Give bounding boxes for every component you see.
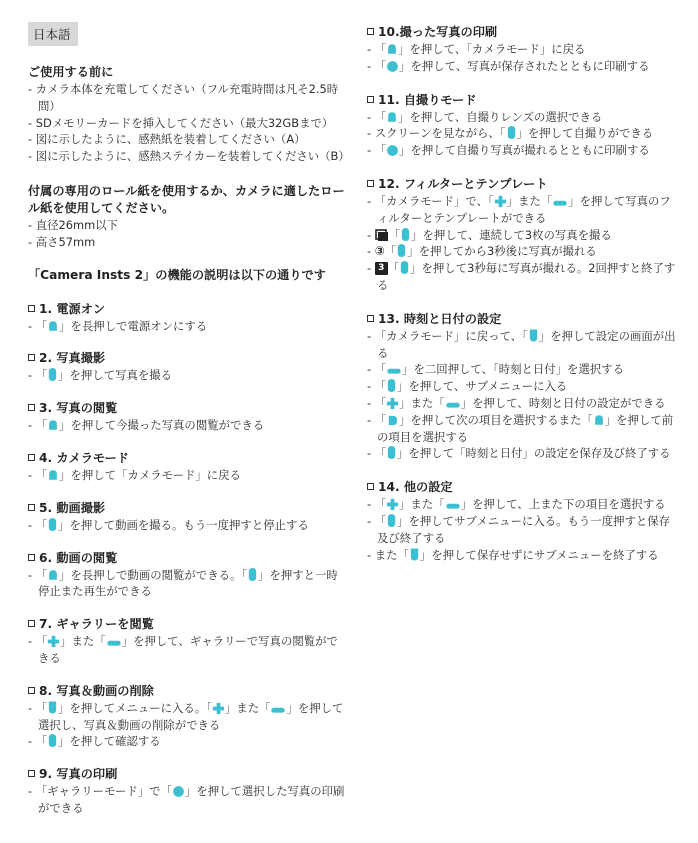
checkbox-icon xyxy=(28,504,35,511)
pill-button-icon xyxy=(270,705,286,715)
section-gallery xyxy=(28,616,348,667)
intro-item: - 図に示したように、感熱紙を装着してください（A） xyxy=(28,132,306,147)
list-item: - 「 」また「 」を押して、ギャラリーで写真の閲覧ができる xyxy=(28,634,338,665)
dpad-button-icon xyxy=(386,397,399,410)
top-button-icon xyxy=(386,42,398,56)
section-selfie xyxy=(367,92,679,159)
list-item: - 「 」を押して、連続して3枚の写真を撮る xyxy=(367,227,612,242)
section-photo-view xyxy=(28,400,348,434)
section-title: 5. 動画撮影 xyxy=(39,500,106,515)
dpad-button-icon xyxy=(47,635,60,648)
section-title: 9. 写真の印刷 xyxy=(39,767,118,782)
shutter-button-icon xyxy=(386,445,397,460)
checkbox-icon xyxy=(367,28,374,35)
list-item: - 「 」また「 」を押して、上また下の項目を選択する xyxy=(367,497,666,512)
list-item: - 「ギャラリーモード」で「 」を押して選択した写真の印刷ができる xyxy=(28,784,345,815)
section-title: 3. 写真の閲覧 xyxy=(39,401,118,416)
section-video xyxy=(28,500,348,534)
list-item: - 「 」を押して、自撮りレンズの選択できる xyxy=(367,109,603,124)
list-item: - 「 」を押して、写真が保存されたとともに印刷する xyxy=(367,58,650,73)
top-button-icon xyxy=(47,468,59,482)
checkbox-icon xyxy=(367,180,374,187)
top-button-icon xyxy=(593,413,605,427)
paper-section xyxy=(28,183,348,251)
section-title: 6. 動画の閲覧 xyxy=(39,550,118,565)
section-title: 1. 電源オン xyxy=(39,301,106,316)
section-print xyxy=(28,766,348,817)
paper-title: 付属の専用のロール紙を使用するか、カメラに適したロール紙を使用してください。 xyxy=(28,183,345,215)
list-item: - 「カメラモード」で、「 」また「 」を押して写真のフィルターとテンプレートができる xyxy=(367,193,671,225)
shutter-button-icon xyxy=(399,260,410,275)
menu-button-icon xyxy=(409,547,420,562)
list-item: - 「 」を押してメニューに入る。「 」また「 」を押して選択し、写真＆動画の削除ができる xyxy=(28,700,344,732)
checkbox-icon xyxy=(28,770,35,777)
section-camera-mode xyxy=(28,450,348,484)
top-button-icon xyxy=(47,418,59,432)
list-item: - 「カメラモード」に戻って、「 」を押して設定の画面が出る xyxy=(367,328,676,360)
list-item: - 「 」を押して「カメラモード」に戻る xyxy=(28,467,241,482)
list-item: - 「 」を押して今撮った写真の閲覧ができる xyxy=(28,418,265,433)
section-title: 13. 時刻と日付の設定 xyxy=(378,311,502,326)
section-video-view xyxy=(28,550,348,601)
list-item: - ③「 」を押してから3秒後に写真が撮れる xyxy=(367,244,597,259)
functions-intro: 「Camera Insts 2」の機能の説明は以下の通りです xyxy=(28,267,326,282)
shutter-button-icon xyxy=(400,227,411,242)
list-item: - 「 」を押して、「カメラモード」に戻る xyxy=(367,42,586,56)
section-delete xyxy=(28,683,348,750)
section-title: 14. 他の設定 xyxy=(378,480,453,495)
shutter-button-icon xyxy=(47,517,58,532)
section-photo xyxy=(28,350,348,384)
round-button-icon xyxy=(172,785,185,798)
shutter-button-icon xyxy=(47,733,58,748)
side-button-icon xyxy=(386,414,399,427)
section-date-time xyxy=(367,311,679,462)
intro-title: ご使用する前に xyxy=(28,65,114,79)
list-item: - また「 」を押して保存せずにサブメニューを終了する xyxy=(367,547,659,562)
list-item: - 「 」を押して「時刻と日付」の設定を保存及び終了する xyxy=(367,446,671,461)
interval-3s-icon: 3 xyxy=(375,262,388,275)
section-title: 11. 自撮りモード xyxy=(378,92,477,107)
list-item: - 「 」を押して写真を撮る xyxy=(28,368,173,383)
section-title: 2. 写真撮影 xyxy=(39,351,106,366)
pill-button-icon xyxy=(445,501,461,511)
list-item: - 「 」を押して、サブメニューに入る xyxy=(367,379,568,394)
timer-3s-icon: ③ xyxy=(374,244,385,259)
round-button-icon xyxy=(386,144,399,157)
list-item: - 「 」を押して自撮り写真が撮れるとともに印刷する xyxy=(367,143,650,158)
menu-button-icon xyxy=(528,328,539,343)
shutter-button-icon xyxy=(386,378,397,393)
dpad-button-icon xyxy=(212,702,225,715)
checkbox-icon xyxy=(28,620,35,627)
pill-button-icon xyxy=(552,198,568,208)
list-item: - 「 」を押して確認する xyxy=(28,734,161,749)
top-button-icon xyxy=(47,568,59,582)
list-item: - 「 」を長押しで動画の閲覧ができる。「 」を押すと一時停止また再生ができる xyxy=(28,567,338,599)
pill-button-icon xyxy=(386,366,402,376)
pill-button-icon xyxy=(106,638,122,648)
checkbox-icon xyxy=(28,305,35,312)
section-title: 4. カメラモード xyxy=(39,450,129,465)
list-item: - 「 」を押して次の項目を選択するまた「 」を押して前の項目を選択する xyxy=(367,412,674,444)
checkbox-icon xyxy=(367,96,374,103)
paper-item: - 高さ57mm xyxy=(28,234,96,249)
top-button-icon xyxy=(386,110,398,124)
dpad-button-icon xyxy=(386,498,399,511)
intro-item: - カメラ本体を充電してください（フル充電時間は凡そ2.5時間） xyxy=(28,82,339,113)
checkbox-icon xyxy=(367,483,374,490)
shutter-button-icon xyxy=(47,367,58,382)
section-other-settings xyxy=(367,479,679,563)
section-title: 10.撮った写真の印刷 xyxy=(378,25,498,39)
section-power-on xyxy=(28,301,348,335)
right-column xyxy=(367,22,679,563)
left-column xyxy=(28,22,348,817)
intro-section xyxy=(28,64,348,165)
list-item: - スクリーンを見ながら、「 」を押して自撮りができる xyxy=(367,126,654,141)
checkbox-icon xyxy=(28,687,35,694)
round-button-icon xyxy=(386,60,399,73)
checkbox-icon xyxy=(28,354,35,361)
list-item: - 3 「 」を押して3秒毎に写真が撮れる。2回押すと終了する xyxy=(367,261,676,292)
list-item: - 「 」を押してサブメニューに入る。もう一度押すと保存及び終了する xyxy=(367,513,671,545)
shutter-button-icon xyxy=(247,567,258,582)
intro-item: - SDメモリーカードを挿入してください（最大32GBまで） xyxy=(28,115,334,130)
checkbox-icon xyxy=(28,554,35,561)
shutter-button-icon xyxy=(506,125,517,140)
checkbox-icon xyxy=(28,454,35,461)
section-filter xyxy=(367,176,679,294)
checkbox-icon xyxy=(367,315,374,322)
shutter-button-icon xyxy=(386,513,397,528)
shutter-button-icon xyxy=(396,243,407,258)
pill-button-icon xyxy=(445,400,461,410)
menu-button-icon xyxy=(47,700,58,715)
intro-item: - 図に示したように、感熱ステイカーを装着してください（B） xyxy=(28,149,350,164)
top-button-icon xyxy=(47,319,59,333)
section-print-taken xyxy=(367,24,679,75)
dpad-button-icon xyxy=(494,195,507,208)
paper-item: - 直径26mm以下 xyxy=(28,217,118,232)
burst-mode-icon xyxy=(375,229,389,242)
list-item: - 「 」を長押しで電源オンにする xyxy=(28,318,208,333)
checkbox-icon xyxy=(28,404,35,411)
section-title: 7. ギャラリーを閲覧 xyxy=(39,617,154,632)
list-item: - 「 」を押して動画を撮る。もう一度押すと停止する xyxy=(28,517,309,532)
section-title: 8. 写真＆動画の削除 xyxy=(39,683,154,698)
list-item: - 「 」を二回押して、「時刻と日付」を選択する xyxy=(367,362,625,377)
language-tag: 日本語 xyxy=(28,22,78,46)
list-item: - 「 」また「 」を押して、時刻と日付の設定ができる xyxy=(367,395,666,410)
section-title: 12. フィルターとテンプレート xyxy=(378,176,548,191)
